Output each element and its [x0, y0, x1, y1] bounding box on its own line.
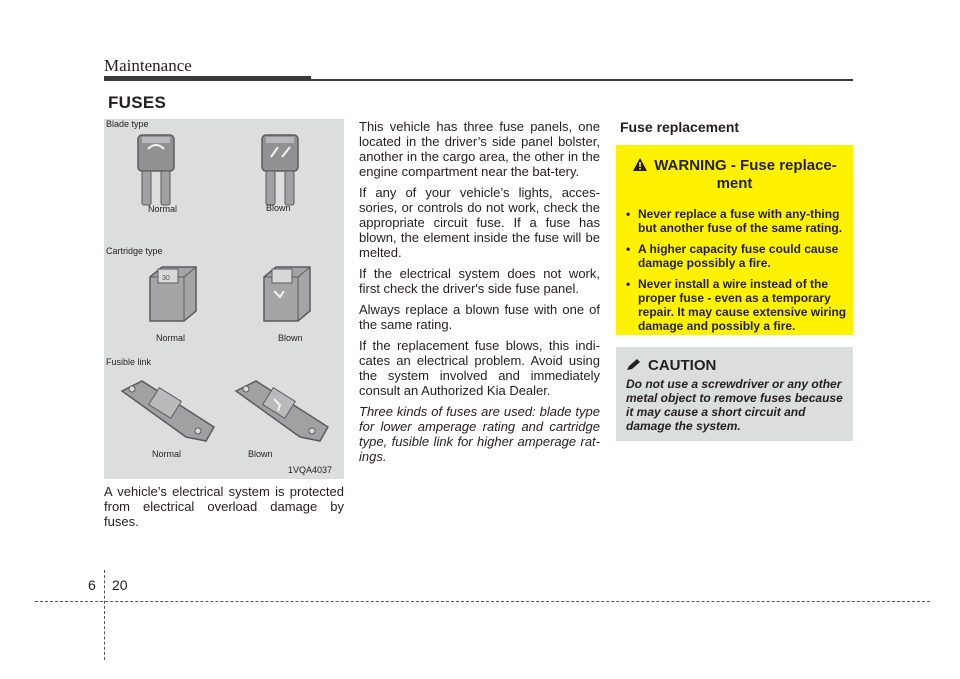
figure-id: 1VQA4037 [288, 465, 333, 475]
section-title: Maintenance [104, 56, 192, 75]
figure-caption: A vehicle’s electrical system is protected from electrical overload damage by fuses. [104, 484, 344, 529]
warning-triangle-icon [632, 157, 648, 176]
header-rule-thin [311, 79, 853, 81]
caution-title-text: CAUTION [648, 357, 717, 374]
warning-box [616, 145, 853, 335]
warning-item: • Never install a wire instead of the proper fuse - even as a temporary repair. It may cause extensive wiring damage and possibly a fire. [626, 277, 848, 333]
caution-text: Do not use a screwdriver or any other metal object to remove fuses because it may cause a short circuit and damage the system. [626, 377, 843, 433]
paragraph-replace-rating: Always replace a blown fuse with one of the same rating. [359, 302, 600, 332]
blade-type-label: Blade type [106, 119, 149, 129]
paragraph-fuse-panels: This vehicle has three fuse panels, one located in the driver’s side panel bolster, another in the cargo area, the other in the engine compartment near the bat-tery. [359, 119, 600, 179]
fusible-link-blown-image [232, 377, 332, 449]
paragraph-first-check: If the electrical system does not work, first check the driver's side fuse panel. [359, 266, 600, 296]
fusible-blown-label: Blown [248, 449, 273, 459]
blade-fuse-normal-image [134, 133, 178, 209]
warning-item: • Never replace a fuse with any-thing but another fuse of the same rating. [626, 207, 848, 235]
warning-item: • A higher capacity fuse could cause damage possibly a fire. [626, 242, 848, 270]
warning-list [626, 207, 848, 340]
caution-pencil-icon [626, 358, 642, 375]
blade-fuse-blown-image [258, 133, 302, 209]
cartridge-type-label: Cartridge type [106, 246, 163, 256]
page-heading: FUSES [108, 93, 167, 112]
cartridge-normal-label: Normal [156, 333, 186, 343]
cartridge-fuse-normal-image [144, 263, 204, 329]
chapter-number: 6 [88, 577, 96, 593]
fusible-link-label: Fusible link [106, 357, 152, 367]
footer-rule [35, 601, 930, 602]
fusible-link-normal-image [118, 377, 218, 449]
fuse-replacement-heading: Fuse replacement [620, 119, 740, 135]
cartridge-fuse-blown-image [258, 263, 318, 329]
blade-normal-label: Normal [148, 204, 178, 214]
cartridge-blown-label: Blown [278, 333, 303, 343]
svg-text:30: 30 [162, 275, 170, 282]
caution-box [616, 347, 853, 441]
warning-title-line2: ment [716, 175, 753, 192]
header-rule-thick [104, 76, 311, 81]
warning-title [616, 157, 853, 192]
page-number: 20 [112, 577, 128, 593]
fusible-normal-label: Normal [152, 449, 182, 459]
body-text-column [359, 119, 600, 470]
warning-title-line1: WARNING - Fuse replace- [654, 157, 837, 174]
fuse-types-figure [104, 119, 344, 479]
paragraph-replacement-blows: If the replacement fuse blows, this indi-cates an electrical problem. Avoid using the system involved and immediately consult an Authorized Kia Dealer. [359, 338, 600, 398]
paragraph-check-fuse: If any of your vehicle’s lights, acces-sories, or controls do not work, check the appropriate circuit fuse. If a fuse has blown, the element inside the fuse will be melted. [359, 185, 600, 260]
blade-blown-label: Blown [266, 203, 291, 213]
caution-title [626, 357, 716, 375]
footer-divider [104, 570, 105, 660]
paragraph-fuse-kinds: Three kinds of fuses are used: blade type for lower amperage rating and cartridge type, fusible link for higher amperage rat-ings. [359, 404, 600, 464]
